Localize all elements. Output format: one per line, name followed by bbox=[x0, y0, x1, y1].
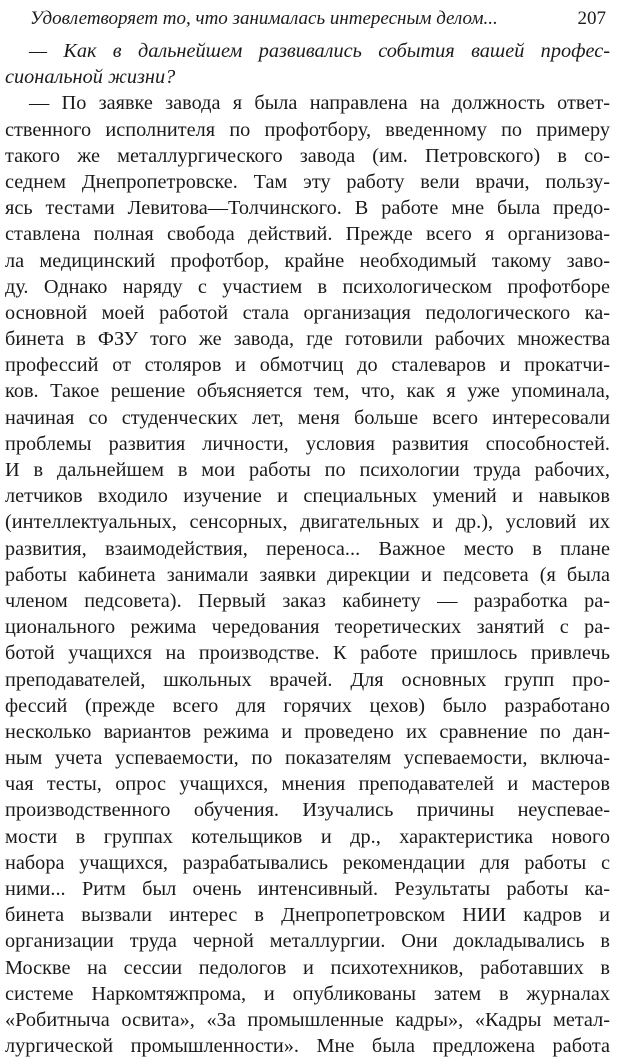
body-text bbox=[5, 38, 610, 1059]
text-line: ду. Однако наряду с участием в психологическом профотборе bbox=[5, 275, 610, 298]
text-line: набора учащихся, разрабатывались рекомендации для работы с bbox=[5, 851, 610, 874]
text-line: чая тесты, опрос учащихся, мнения преподавателей и мастеров bbox=[5, 773, 610, 796]
question-paragraph bbox=[5, 38, 610, 90]
text-line: ботой учащихся на производстве. К работе пришлось привлечь bbox=[5, 642, 610, 665]
text-line: бинета вызвали интерес в Днепропетровском НИИ кадров и bbox=[5, 904, 610, 927]
text-line: «Робитныча освита», «За промышленные кадры», «Кадры метал- bbox=[5, 1008, 610, 1031]
text-line: производственного обучения. Изучались причины неуспевае- bbox=[5, 799, 610, 822]
text-line: системе Наркомтяжпрома, и опубликованы затем в журналах bbox=[5, 982, 610, 1005]
text-line: работы кабинета занимали заявки дирекции и педсовета (я была bbox=[5, 563, 610, 586]
text-line: такого же металлургического завода (им. Петровского) в со- bbox=[5, 144, 610, 167]
text-line: членом педсовета). Первый заказ кабинету — разработка ра- bbox=[5, 589, 610, 612]
text-line: — По заявке завода я была направлена на должность ответ- bbox=[29, 92, 610, 115]
text-line: летчиков входило изучение и специальных умений и навыков bbox=[5, 485, 610, 508]
text-line: бинета в ФЗУ того же завода, где готовили рабочих множества bbox=[5, 328, 610, 351]
text-line: преподавателей, школьных врачей. Для основных групп про- bbox=[5, 668, 610, 691]
text-line: мости в группах котельщиков и др., характеристика нового bbox=[5, 825, 610, 848]
text-line: седнем Днепропетровске. Там эту работу вели врачи, пользу- bbox=[5, 170, 610, 193]
text-line: ственного исполнителя по профотбору, введенному по примеру bbox=[5, 118, 610, 141]
text-line: сиональной жизни? bbox=[5, 66, 176, 89]
text-line: ционального режима чередования теоретических занятий с ра- bbox=[5, 616, 610, 639]
text-line: ков. Такое решение объясняется тем, что, как я уже упоминала, bbox=[5, 380, 610, 403]
text-line: (интеллектуальных, сенсорных, двигательных и др.), условий их bbox=[5, 511, 610, 534]
text-line: ным учета успеваемости, по показателям успеваемости, включа- bbox=[5, 747, 610, 770]
text-line: проблемы развития личности, условия развития способностей. bbox=[5, 432, 610, 455]
running-title: Удовлетворяет то, что занималась интересным делом... bbox=[30, 8, 498, 29]
text-line: ясь тестами Левитова—Толчинского. В работе мне была предо- bbox=[5, 197, 610, 220]
text-line: — Как в дальнейшем развивались события вашей профес- bbox=[29, 40, 610, 62]
text-line: организации труда черной металлургии. Они докладывались в bbox=[5, 930, 610, 953]
text-line: Москве на сессии педологов и психотехников, работавших в bbox=[5, 956, 610, 979]
text-line: лургической промышленности». Мне была предложена работа bbox=[5, 1035, 610, 1058]
text-line: ними... Ритм был очень интенсивный. Результаты работы ка- bbox=[5, 878, 610, 900]
answer-paragraph bbox=[5, 90, 610, 1059]
text-line: начиная со студенческих лет, меня больше всего интересовали bbox=[5, 406, 610, 429]
page-number: 207 bbox=[577, 8, 606, 29]
text-line: основной моей работой стала организация педологического ка- bbox=[5, 301, 610, 324]
text-line: ставлена полная свобода действий. Прежде всего я организова- bbox=[5, 223, 610, 246]
text-line: несколько вариантов режима и проведено их сравнение по дан- bbox=[5, 720, 610, 743]
text-line: профессий от столяров и обмотчиц до сталеваров и прокатчи- bbox=[5, 354, 610, 377]
text-line: фессий (прежде всего для горячих цехов) было разработано bbox=[5, 694, 610, 717]
text-line: развития, взаимодействия, переноса... Важное место в плане bbox=[5, 537, 610, 560]
text-line: ла медицинский профотбор, крайне необходимый такому заво- bbox=[5, 249, 610, 272]
text-line: И в дальнейшем в мои работы по психологии труда рабочих, bbox=[5, 459, 610, 481]
running-header bbox=[30, 4, 610, 34]
